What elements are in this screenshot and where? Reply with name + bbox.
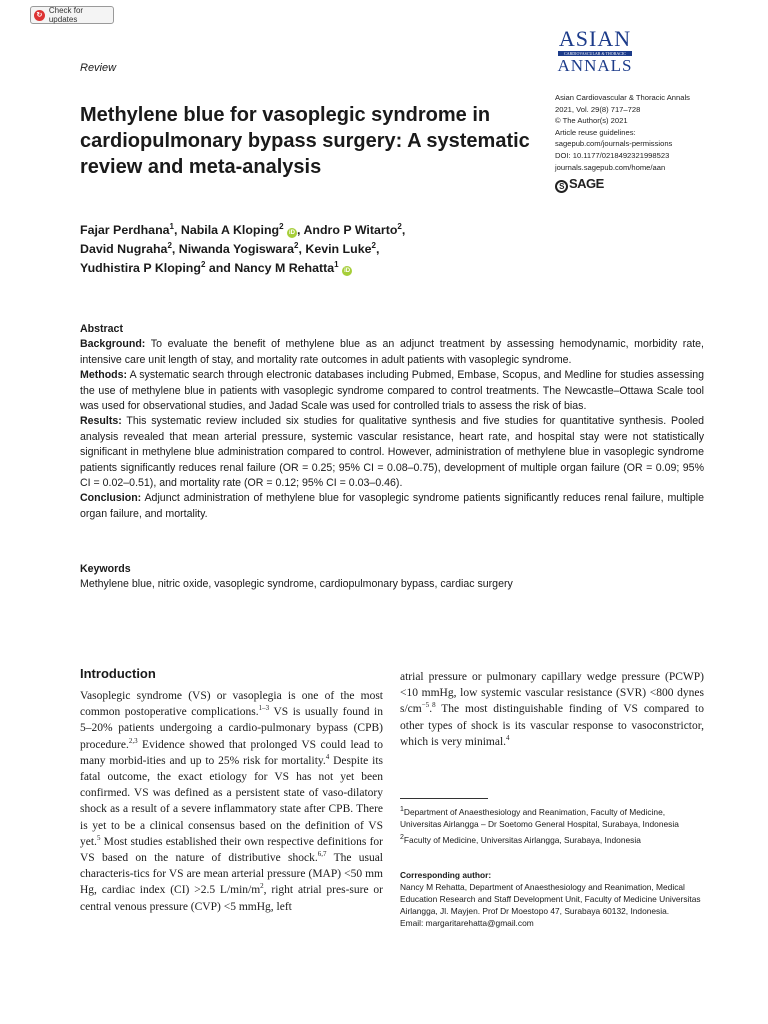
corresponding-heading: Corresponding author: xyxy=(400,870,492,880)
author-name: David Nugraha xyxy=(80,242,168,256)
sage-logo-icon: S xyxy=(555,180,568,193)
abstract-heading: Abstract xyxy=(80,323,123,335)
abstract-section-label: Results: xyxy=(80,415,122,428)
author-affiliation-mark: 2 xyxy=(371,240,376,250)
abstract-paragraph xyxy=(80,337,704,368)
logo-line-1: ASIAN xyxy=(558,26,632,51)
author-affiliation-mark: 2 xyxy=(279,221,284,231)
meta-line: Article reuse guidelines: xyxy=(555,127,636,137)
abstract-paragraph xyxy=(80,368,704,414)
corresponding-line: Email: margaritarehatta@gmail.com xyxy=(400,918,534,928)
corresponding-line: Nancy M Rehatta, Department of Anaesthesiology and Reanimation, Medical Education Research and Staff Development Unit, Faculty of Medicine Universitas Airlangga, Jl. Mayjen. Prof Dr Moestopo 47, Surabaya 60132, Indonesia. xyxy=(400,882,701,916)
orcid-icon[interactable]: iD xyxy=(289,230,295,236)
abstract-paragraph xyxy=(80,491,704,522)
abstract-section-label: Conclusion: xyxy=(80,492,142,505)
keywords-heading: Keywords xyxy=(80,563,131,575)
publisher-name: SAGE xyxy=(569,176,604,191)
author-name: Fajar Perdhana xyxy=(80,223,170,237)
author-affiliation-mark: 2 xyxy=(294,240,299,250)
introduction-column-2: atrial pressure or pulmonary capillary wedge pressure (PCWP) <10 mmHg, low systemic vascular resistance (SVR) <800 dynes $s/cm^{-5}.^8$ The most distinguishable finding of VS compared to other types of shock is its vascular response to vasoconstrictor, which is very minimal.$^4$ xyxy=(400,671,704,748)
author-affiliation-mark: 2 xyxy=(167,240,172,250)
abstract-section-text: This systematic review included six studies for qualitative synthesis and five studies for quantitative synthesis. Pooled analysis revealed that mean arterial pressure, systemic vascular resistance, heart rate, and hospital stay were not statistically significant in methylene blue administration compared to control. However, administration of methylene blue in vasoplegic syndrome patients significantly reduces renal failure (OR = 0.25; 95% CI = 0.08–0.75), development of multiple organ failure (OR = 0.09; 95% CI = 0.02–0.51), and mortality rate (OR = 0.12; 95% CI = 0.03–0.46). xyxy=(80,415,704,490)
affiliation-text: Department of Anaesthesiology and Reanimation, Faculty of Medicine, Universitas Airlangga – Dr Soetomo General Hospital, Surabaya, Indonesia xyxy=(400,807,679,829)
abstract-section-label: Background: xyxy=(80,338,146,351)
publisher-logo xyxy=(555,176,604,193)
article-type-label: Review xyxy=(80,62,117,74)
author-affiliation-mark: 1 xyxy=(334,259,339,269)
abstract-body xyxy=(80,337,704,522)
introduction-column-1: Vasoplegic syndrome (VS) or vasoplegia is one of the most common postoperative complications.$^{1-3}$ VS is usually found in 5–20% patients undergoing a cardio-pulmonary bypass (CPB) procedure.$^{2,3}$ Evidence showed that prolonged VS could lead to many morbid-ities and up to 25% risk for mortality.$^4$ Despite its fatal outcome, the exact etiology for VS has not yet been confirmed. VS was defined as a persistent state of vaso-dilatory shock as a result of a severe inflammatory state after CPB. There is yet to be a clinical consensus based on the definition of VS yet.$^5$ Most studies established their own respective definitions for VS based on the nature of distributive shock.$^{6,7}$ The usual characteris-tics for VS are mean arterial pressure (MAP) <50 mm Hg, cardiac index (CI) >2.5 $L/\min/m^2$, right atrial pres-sure or central venous pressure (CVP) <5 mmHg, left xyxy=(80,690,383,913)
affiliations xyxy=(400,806,704,850)
logo-strip: CARDIOVASCULAR & THORACIC xyxy=(558,51,632,56)
affiliation xyxy=(400,806,704,830)
abstract xyxy=(80,322,704,522)
article-title: Methylene blue for vasoplegic syndrome in cardiopulmonary bypass surgery: A systematic review and meta-analysis xyxy=(80,104,530,178)
affiliation-mark: 1 xyxy=(400,806,404,814)
affiliation-mark: 2 xyxy=(400,834,404,842)
logo-line-2: ANNALS xyxy=(557,56,633,75)
author-name: Nabila A Kloping xyxy=(180,223,280,237)
corresponding-details xyxy=(400,881,704,929)
meta-line: journals.sagepub.com/home/aan xyxy=(555,162,666,172)
author-affiliation-mark: 2 xyxy=(397,221,402,231)
journal-metadata xyxy=(555,92,755,173)
meta-line: sagepub.com/journals-permissions xyxy=(555,139,673,149)
check-for-updates-label: Check for updates xyxy=(48,6,84,24)
affiliation-text: Faculty of Medicine, Universitas Airlangga, Surabaya, Indonesia xyxy=(403,835,641,845)
orcid-icon[interactable]: iD xyxy=(344,268,351,274)
keywords-text: Methylene blue, nitric oxide, vasoplegic syndrome, cardiopulmonary bypass, cardiac surgery xyxy=(80,578,513,591)
refresh-icon: ↻ xyxy=(34,10,45,21)
abstract-section-label: Methods: xyxy=(80,369,128,382)
abstract-section-text: To evaluate the benefit of methylene blue as an adjunct treatment by assessing hemodynamic, morbidity rate, intensive care unit length of stay, and mortality rate outcomes in adult patients with vasoplegic syndrome. xyxy=(80,338,704,366)
meta-line: DOI: 10.1177/0218492321998523 xyxy=(555,150,670,160)
author-name: Kevin Luke xyxy=(305,242,372,256)
abstract-paragraph xyxy=(80,414,704,491)
corresponding-author xyxy=(400,869,704,929)
meta-line: 2021, Vol. 29(8) 717–728 xyxy=(555,104,641,114)
check-for-updates-badge[interactable] xyxy=(30,6,114,24)
meta-line: © The Author(s) 2021 xyxy=(555,116,628,126)
author-list: Fajar Perdhana$^1$, Nabila A Kloping$^2$ iD , Andro P Witarto$^2$, David Nugraha$^2$, Niwanda Yogiswara$^2$, Kevin Luke$^2$, Yudhistira P Kloping$^2$ and Nancy M Rehatta$^1$ iD xyxy=(80,221,406,275)
journal-logo xyxy=(552,28,638,75)
abstract-section-text: A systematic search through electronic databases including Pubmed, Embase, Scopus, and Medline for studies assessing the use of methylene blue in patients with vasoplegic syndrome compared to control treatments. The Newcastle–Ottawa Scale tool was used for observational studies, and Jadad Scale was used for controlled trials to assess the risk of bias. xyxy=(80,369,704,413)
author-name: Andro P Witarto xyxy=(303,223,398,237)
author-name: Nancy M Rehatta xyxy=(234,261,335,275)
author-affiliation-mark: 2 xyxy=(200,259,206,269)
meta-line: Asian Cardiovascular & Thoracic Annals xyxy=(555,93,690,102)
introduction-heading: Introduction xyxy=(80,666,156,681)
footnote-divider xyxy=(400,798,488,799)
author-name: Yudhistira P Kloping xyxy=(80,261,201,275)
keywords-section xyxy=(80,562,704,593)
author-affiliation-mark: 1 xyxy=(169,221,174,231)
abstract-section-text: Adjunct administration of methylene blue for vasoplegic syndrome patients significantly reduces renal failure, multiple organ failure, and mortality. xyxy=(80,492,704,520)
affiliation xyxy=(400,834,704,846)
author-name: Niwanda Yogiswara xyxy=(178,242,295,256)
